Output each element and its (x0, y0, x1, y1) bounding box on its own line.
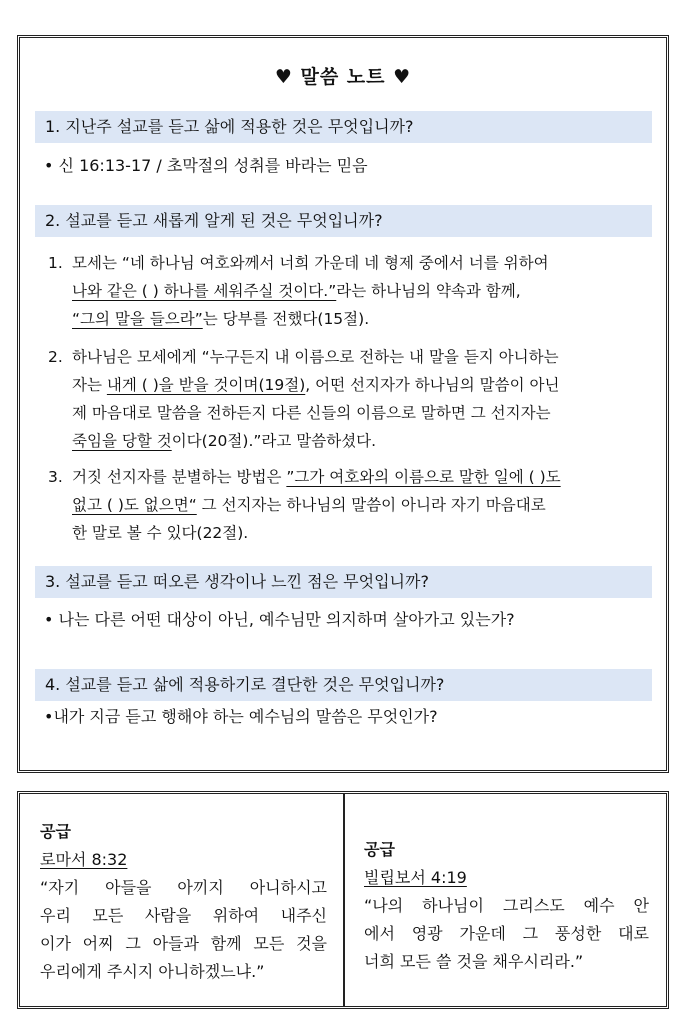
item-text: , 어떤 선지자가 하나님의 말씀이 아닌 (305, 376, 560, 394)
q2-item-3 (48, 463, 648, 547)
supply-verses-box (17, 791, 669, 1009)
verse-line: 우리 모든 사람을 위하여 내주신 (40, 906, 327, 925)
question-3-answer: • 나는 다른 어떤 대상이 아닌, 예수님만 의지하며 살아가고 있는가? (44, 610, 515, 629)
blank-phrase: ”그가 여호와의 이름으로 말한 일에 ( )도 (286, 468, 561, 486)
verse-line: “나의 하나님이 그리스도 예수 안 (364, 896, 649, 915)
verse-card-philippians (364, 836, 649, 976)
item-line: 제 마음대로 말씀을 전하든지 다른 신들의 이름으로 말하면 그 선지자는 (72, 404, 551, 422)
question-2-heading: 2. 설교를 듣고 새롭게 알게 된 것은 무엇입니까? (35, 205, 652, 237)
column-divider (343, 794, 345, 1006)
item-line (72, 427, 648, 455)
underlined-phrase: 죽임을 당할 것 (72, 432, 172, 450)
question-3-heading: 3. 설교를 듣고 떠오른 생각이나 느낀 점은 무엇입니까? (35, 566, 652, 598)
item-line: 하나님은 모세에게 “누구든지 내 이름으로 전하는 내 말을 듣지 아니하는 (72, 348, 559, 366)
verse-line: “자기 아들을 아끼지 아니하시고 (40, 878, 327, 897)
q2-item-2 (48, 343, 648, 455)
blank-phrase: 내게 ( )을 받을 것이며(19절) (106, 376, 306, 394)
q2-item-1 (48, 249, 648, 333)
item-line (72, 277, 648, 305)
verse-line: 에서 영광 가운데 그 풍성한 대로 (364, 924, 649, 943)
item-line (72, 491, 648, 519)
verse-heading: 공급 (364, 840, 395, 859)
item-number: 1. (48, 254, 63, 272)
question-1-heading: 1. 지난주 설교를 듣고 삶에 적용한 것은 무엇입니까? (35, 111, 652, 143)
sermon-note-box (17, 35, 669, 773)
item-line (72, 463, 648, 491)
item-number: 3. (48, 468, 63, 486)
item-text: 이다(20절).”라고 말씀하셨다. (171, 432, 377, 450)
verse-line: 이가 어찌 그 아들과 함께 모든 것을 (40, 934, 327, 953)
item-text: 그 선지자는 하나님의 말씀이 아니라 자기 마음대로 (196, 496, 546, 514)
verse-card-romans (40, 818, 327, 986)
item-line (72, 371, 648, 399)
question-4-answer: •내가 지금 듣고 행해야 하는 예수님의 말씀은 무엇인가? (44, 707, 438, 726)
item-line: 모세는 “네 하나님 여호와께서 너희 가운데 네 형제 중에서 너를 위하여 (72, 254, 549, 272)
blank-phrase: 나와 같은 ( ) 하나를 세워주실 것이다.” (72, 282, 337, 300)
item-text: 자는 (72, 376, 107, 394)
verse-heading: 공급 (40, 822, 71, 841)
item-text: 라는 하나님의 약속과 함께, (336, 282, 521, 300)
item-text: 거짓 선지자를 분별하는 방법은 (72, 468, 287, 486)
blank-phrase: 없고 ( )도 없으면“ (72, 496, 197, 514)
verse-line: 우리에게 주시지 아니하겠느냐.” (40, 962, 265, 981)
page-title: ♥ 말씀 노트 ♥ (274, 66, 412, 88)
item-number: 2. (48, 348, 63, 366)
item-text: 는 당부를 전했다(15절). (202, 310, 370, 328)
verse-reference: 빌립보서 4:19 (364, 868, 467, 887)
underlined-phrase: “그의 말을 들으라” (72, 310, 203, 328)
item-line: 한 말로 볼 수 있다(22절). (72, 524, 249, 542)
verse-reference: 로마서 8:32 (40, 850, 128, 869)
item-line (72, 305, 648, 333)
question-4-heading: 4. 설교를 듣고 삶에 적용하기로 결단한 것은 무엇입니까? (35, 669, 652, 701)
verse-line: 너희 모든 쓸 것을 채우시리라.” (364, 952, 584, 971)
question-1-answer: • 신 16:13-17 / 초막절의 성취를 바라는 믿음 (44, 156, 368, 175)
